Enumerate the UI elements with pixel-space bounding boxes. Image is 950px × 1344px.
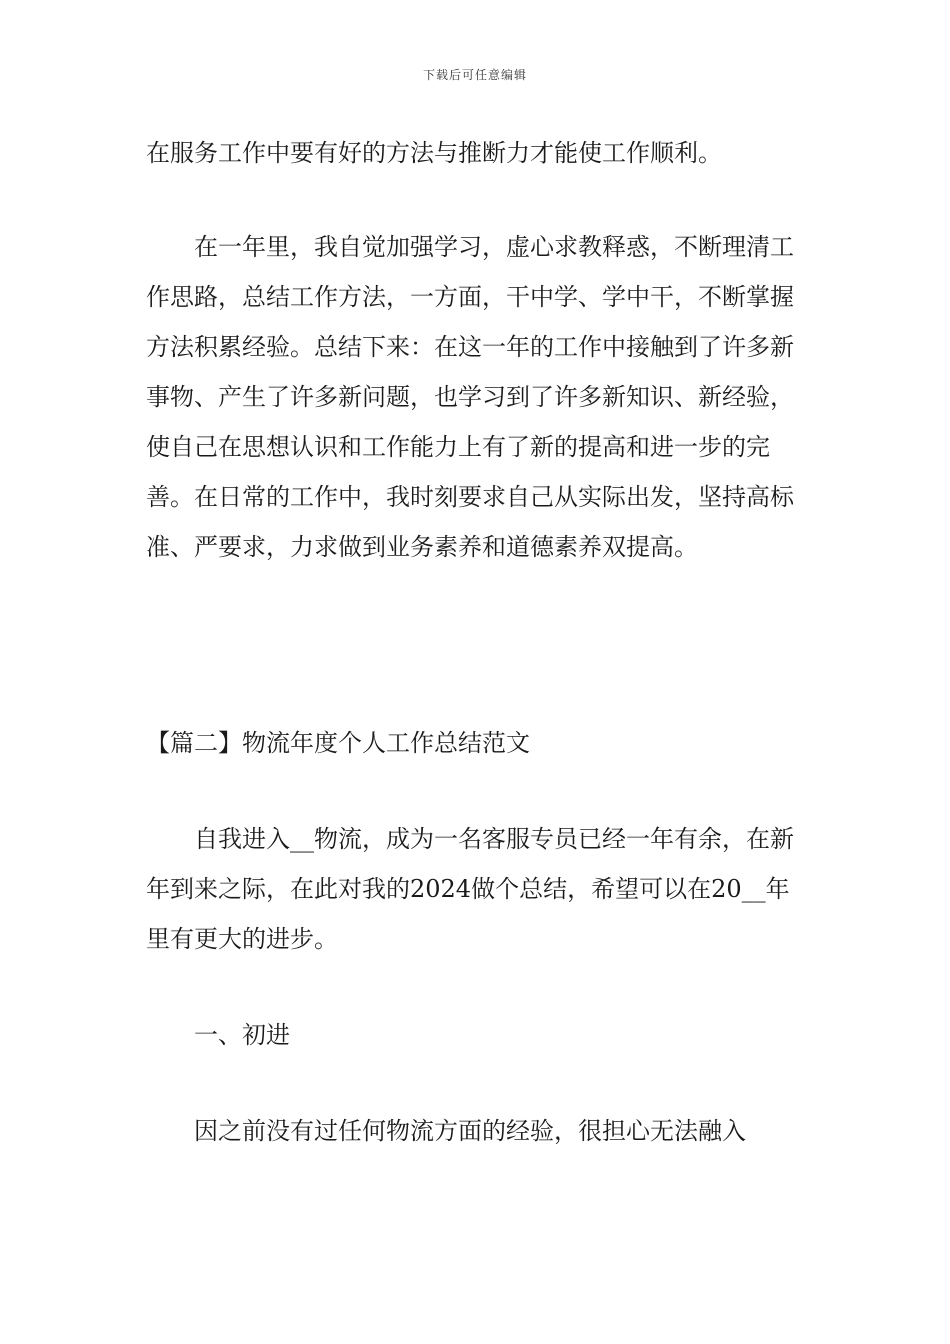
paragraph-3: 自我进入__物流，成为一名客服专员已经一年有余，在新年到来之际，在此对我的2024做个总结，希望可以在20__年里有更大的进步。 — [146, 825, 794, 953]
page-header: 下载后可任意编辑 — [422, 68, 527, 82]
paragraph-1: 在服务工作中要有好的方法与推断力才能使工作顺利。 — [146, 139, 722, 167]
section-title: 【篇二】物流年度个人工作总结范文 — [146, 729, 530, 757]
paragraph-4: 因之前没有过任何物流方面的经验，很担心无法融入 — [194, 1117, 746, 1145]
document-body — [146, 128, 808, 1156]
paragraph-2: 在一年里，我自觉加强学习，虚心求教释惑，不断理清工作思路，总结工作方法，一方面，干中学、学中干，不断掌握方法积累经验。总结下来：在这一年的工作中接触到了许多新事物、产生了许多新问题，也学习到了许多新知识、新经验，使自己在思想认识和工作能力上有了新的提高和进一步的完善。在日常的工作中，我时刻要求自己从实际出发，坚持高标准、严要求，力求做到业务素养和道德素养双提高。 — [146, 233, 794, 561]
heading-1: 一、初进 — [194, 1021, 290, 1049]
